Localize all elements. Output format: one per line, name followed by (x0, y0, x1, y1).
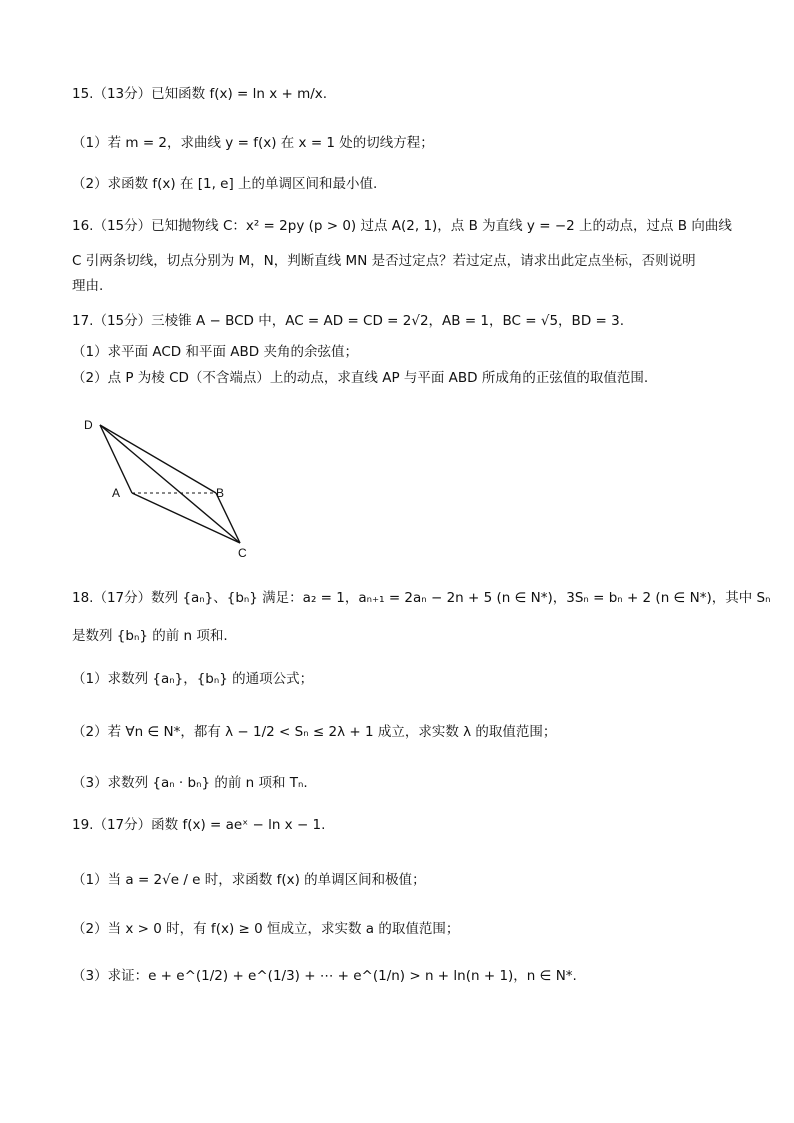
problem-18-stem-line-1: 18.（17分）数列 {aₙ}、{bₙ} 满足：a₂ = 1，aₙ₊₁ = 2aₙ − 2n + 5 (n ∈ N*)，3Sₙ = bₙ + 2 (n ∈ N*)，其中 Sₙ (72, 590, 771, 606)
edge-BC (216, 493, 240, 543)
problem-18-part-2: （2）若 ∀n ∈ N*，都有 λ − 1/2 < Sₙ ≤ 2λ + 1 成立，求实数 λ 的取值范围； (72, 724, 557, 740)
problem-19-part-3: （3）求证：e + e^(1/2) + e^(1/3) + ⋯ + e^(1/n) > n + ln(n + 1)，n ∈ N*. (72, 968, 577, 984)
label-C: C (238, 546, 247, 560)
edge-AC (132, 493, 240, 543)
problem-17-part-1: （1）求平面 ACD 和平面 ABD 夹角的余弦值； (72, 344, 358, 360)
edge-DB (100, 425, 216, 493)
label-B: B (216, 486, 225, 500)
problem-15-stem: 15.（13分）已知函数 f(x) = ln x + m/x. (72, 86, 328, 102)
problem-16-stem-line-3: 理由. (72, 278, 104, 294)
problem-18-part-3: （3）求数列 {aₙ · bₙ} 的前 n 项和 Tₙ. (72, 775, 308, 791)
problem-18-stem-line-2: 是数列 {bₙ} 的前 n 项和. (72, 628, 228, 644)
problem-19-part-2: （2）当 x > 0 时，有 f(x) ≥ 0 恒成立，求实数 a 的取值范围； (72, 921, 460, 937)
problem-16-stem-line-1: 16.（15分）已知抛物线 C：x² = 2py (p > 0) 过点 A(2, 1)，点 B 为直线 y = −2 上的动点，过点 B 向曲线 (72, 218, 732, 234)
problem-15-part-2: （2）求函数 f(x) 在 [1, e] 上的单调区间和最小值. (72, 176, 378, 192)
edge-DC (100, 425, 240, 543)
problem-15-part-1: （1）若 m = 2，求曲线 y = f(x) 在 x = 1 处的切线方程； (72, 135, 434, 151)
problem-16-stem-line-2: C 引两条切线，切点分别为 M，N，判断直线 MN 是否过定点？若过定点，请求出此定点坐标，否则说明 (72, 253, 696, 269)
tetrahedron-figure (80, 415, 260, 560)
problem-19-stem: 19.（17分）函数 f(x) = aeˣ − ln x − 1. (72, 817, 326, 833)
problem-18-part-1: （1）求数列 {aₙ}，{bₙ} 的通项公式； (72, 671, 314, 687)
problem-17-stem: 17.（15分）三棱锥 A − BCD 中，AC = AD = CD = 2√2，AB = 1，BC = √5，BD = 3. (72, 313, 624, 329)
problem-17-part-2: （2）点 P 为棱 CD（不含端点）上的动点，求直线 AP 与平面 ABD 所成角的正弦值的取值范围. (72, 370, 649, 386)
label-A: A (112, 486, 121, 500)
edge-DA (100, 425, 132, 493)
label-D: D (84, 418, 93, 432)
problem-19-part-1: （1）当 a = 2√e / e 时，求函数 f(x) 的单调区间和极值； (72, 872, 426, 888)
